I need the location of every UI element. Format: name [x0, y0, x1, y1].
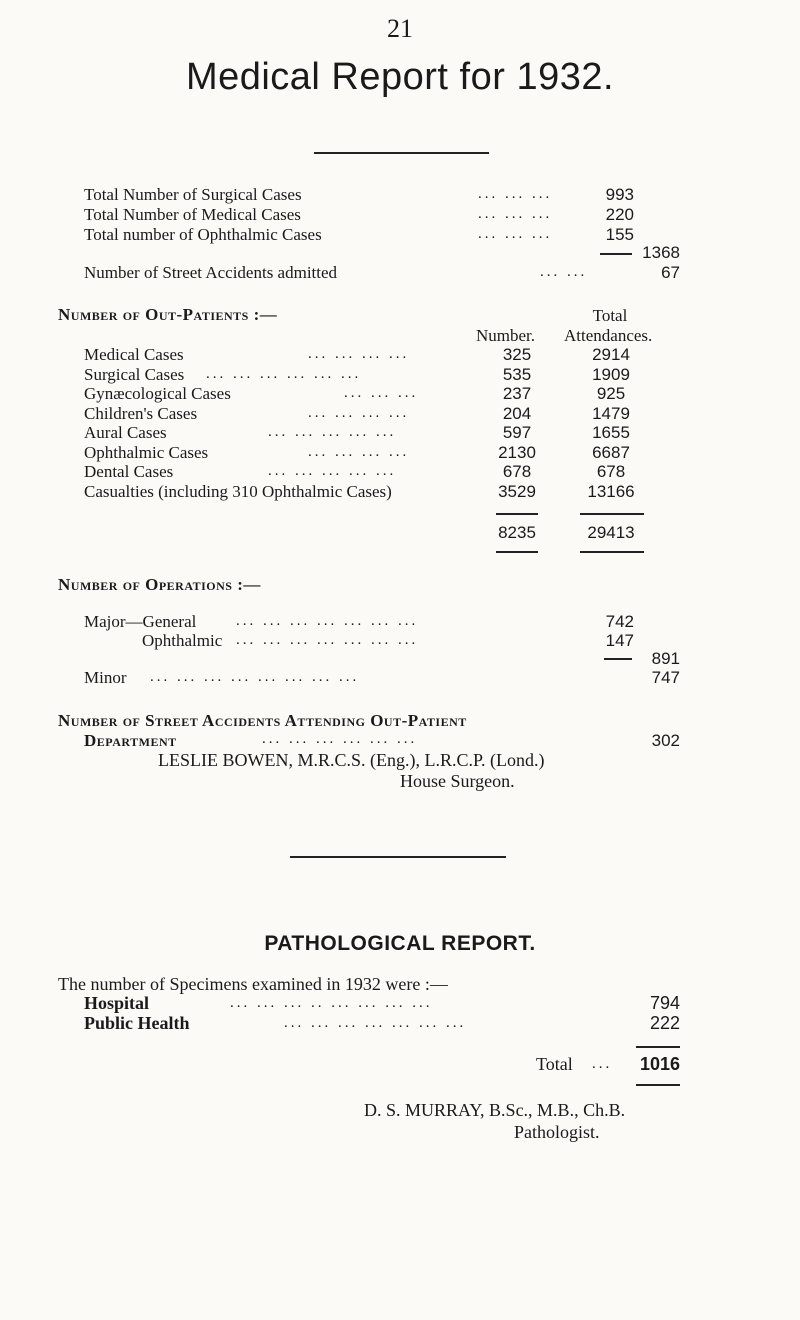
row-number: 325 [502, 345, 532, 364]
leader-dots: ... ... ... .. ... ... ... ... [230, 995, 433, 1011]
operations-heading: Number of Operations :— [58, 575, 261, 594]
col-total-1: Total [592, 306, 628, 325]
outpatients-total-number: 8235 [498, 523, 536, 542]
col-number: Number. [476, 326, 536, 345]
pathology-heading: PATHOLOGICAL REPORT. [264, 932, 536, 955]
attendance-sum-rule-bottom [580, 551, 644, 553]
outpatients-heading: Number of Out-Patients :— [58, 305, 278, 324]
street-accidents-value: 67 [661, 263, 680, 282]
leader-dots: ... ... ... ... [308, 346, 410, 362]
pathology-sum-rule [636, 1046, 680, 1048]
row-label: Ophthalmic Cases [84, 442, 209, 462]
hospital-value: 794 [649, 993, 680, 1013]
row-number: 237 [502, 384, 532, 403]
leader-dots: ... ... ... ... ... ... ... [236, 613, 419, 629]
row-number: 535 [502, 364, 532, 384]
leader-dots: ... ... ... ... ... ... ... [236, 632, 419, 648]
surgical-cases-label: Total Number of Surgical Cases [84, 185, 302, 204]
minor-value: 747 [651, 668, 680, 687]
row-label: Casualties (including 310 Ophthalmic Cases) [84, 481, 392, 501]
ophthalmic-cases-label: Total number of Ophthalmic Cases [84, 225, 322, 244]
pathologist-name: D. S. MURRAY, B.Sc., M.B., Ch.B. [364, 1100, 626, 1120]
leader-dots: ... ... ... [344, 385, 419, 401]
pathology-total-rule [636, 1084, 680, 1086]
pathology-intro: The number of Specimens examined in 1932 were :— [58, 974, 448, 994]
row-number: 678 [502, 462, 532, 481]
row-attendances: 2914 [592, 345, 630, 364]
major-ophthalmic-value: 147 [605, 631, 634, 650]
major-ophthalmic-label: Ophthalmic [142, 631, 223, 650]
row-attendances: 1655 [592, 423, 630, 442]
page-title: Medical Report for 1932. [185, 56, 615, 98]
row-attendances: 13166 [587, 481, 635, 501]
leader-dots: ... ... ... [478, 226, 553, 242]
hospital-label: Hospital [84, 993, 150, 1013]
outpatients-total-attendances: 29413 [587, 523, 635, 542]
row-label: Children's Cases [84, 403, 198, 423]
row-number: 2130 [498, 442, 536, 462]
total-value: 1016 [639, 1054, 680, 1074]
row-label: Medical Cases [84, 345, 184, 364]
street-outpatient-value: 302 [651, 731, 680, 750]
section-divider [290, 856, 506, 858]
row-attendances: 1479 [592, 403, 630, 423]
surgeon-role: House Surgeon. [400, 771, 515, 791]
total-label: Total [536, 1054, 573, 1074]
street-outpatient-line1: Number of Street Accidents Attending Out-Patient [58, 711, 467, 730]
title-divider [314, 152, 489, 154]
leader-dots: ... ... ... ... ... [268, 463, 397, 479]
leader-dots: ... ... ... ... [308, 443, 410, 460]
leader-dots: ... ... ... [478, 206, 553, 222]
row-label: Surgical Cases [84, 364, 185, 384]
leader-dots: ... ... ... ... ... ... [262, 731, 418, 747]
row-label: Gynæcological Cases [84, 384, 231, 403]
leader-dots: ... ... [540, 264, 588, 280]
street-accidents-label: Number of Street Accidents admitted [84, 263, 338, 282]
total-cases-value: 1368 [642, 243, 680, 262]
leader-dots: ... ... ... ... ... ... ... [284, 1015, 467, 1031]
row-attendances: 925 [596, 384, 626, 403]
row-attendances: 678 [596, 462, 626, 481]
leader-dots: ... [592, 1056, 613, 1072]
leader-dots: ... ... ... ... ... [268, 424, 397, 440]
leader-dots: ... ... ... [478, 186, 553, 202]
medical-cases-label: Total Number of Medical Cases [84, 205, 301, 224]
medical-cases-value: 220 [605, 205, 634, 224]
row-attendances: 1909 [592, 364, 630, 384]
minor-label: Minor [84, 668, 127, 687]
street-outpatient-line2: Department [84, 731, 177, 750]
surgical-cases-value: 993 [605, 185, 634, 204]
ophthalmic-cases-value: 155 [605, 225, 634, 244]
pathologist-role: Pathologist. [514, 1122, 600, 1142]
row-number: 597 [502, 423, 532, 442]
row-number: 204 [502, 403, 532, 423]
public-health-value: 222 [649, 1013, 680, 1033]
leader-dots: ... ... ... ... ... ... [206, 365, 362, 382]
major-general-label: Major—General [84, 612, 197, 631]
number-sum-rule-bottom [496, 551, 538, 553]
sum-rule [600, 253, 632, 255]
leader-dots: ... ... ... ... ... ... ... ... [150, 669, 360, 685]
surgeon-name: LESLIE BOWEN, M.R.C.S. (Eng.), L.R.C.P. (Lond.) [158, 750, 545, 770]
operations-sum-rule [604, 658, 632, 660]
major-general-value: 742 [605, 612, 634, 631]
row-number: 3529 [498, 481, 536, 501]
attendance-sum-rule [580, 513, 644, 515]
leader-dots: ... ... ... ... [308, 404, 410, 421]
row-label: Dental Cases [84, 462, 174, 481]
major-total-value: 891 [651, 649, 680, 668]
row-label: Aural Cases [84, 423, 167, 442]
number-sum-rule [496, 513, 538, 515]
public-health-label: Public Health [84, 1013, 190, 1033]
row-attendances: 6687 [592, 442, 630, 462]
col-attendances: Attendances. [564, 326, 653, 345]
page-number: 21 [387, 14, 413, 43]
